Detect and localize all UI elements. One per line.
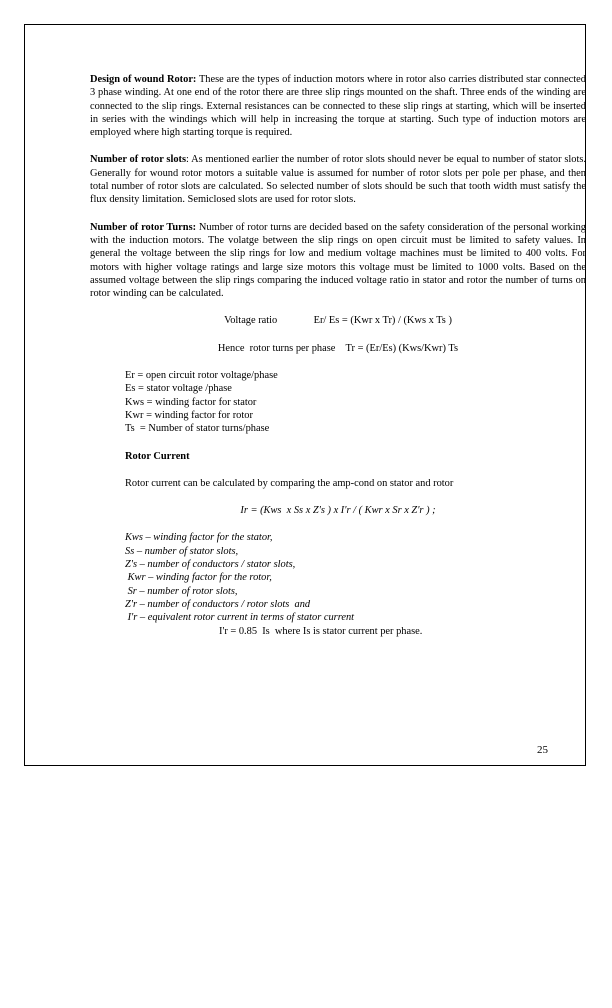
page-number: 25 xyxy=(537,744,548,756)
equation-rotor-turns: Hence rotor turns per phase Tr = (Er/Es) (Kws/Kwr) Ts xyxy=(217,342,459,354)
definition-item: Kwr = winding factor for rotor xyxy=(125,409,253,421)
heading-rotor-turns: Number of rotor Turns: xyxy=(90,221,197,233)
paragraph-rotor-turns xyxy=(90,221,586,301)
rotor-current-terms xyxy=(90,531,586,624)
rotor-current-formula: Ir = (Kws x Ss x Z's ) x I'r / ( Kwr x Sr x Z'r ) ; xyxy=(240,505,436,517)
term-item: Ss – number of stator slots, xyxy=(125,545,239,557)
heading-rotor-slots: Number of rotor slots xyxy=(90,154,187,166)
term-item: Z'r – number of conductors / rotor slots and xyxy=(125,598,311,610)
heading-rotor-current: Rotor Current xyxy=(125,450,190,462)
equation-voltage-ratio: Voltage ratio Er/ Es = (Kwr x Tr) / (Kws x Ts ) xyxy=(224,315,452,327)
page-content xyxy=(90,73,586,638)
text-rotor-turns: Number of rotor turns are decided based on the safety consideration of the personal working with the induction motors. The volatge between the slip rings on open circuit must be limited to safety values. In general the voltage between the slip rings for low and medium voltage machines must be limited to 400 volts. For motors with higher voltage ratings and large size motors this voltage must be limited to 1000 volts. Based on the assumed voltage between the slip rings comparing the induced voltage ratio in stator and rotor the number of turns on rotor winding can be calculated. xyxy=(90,221,586,300)
term-item: I'r – equivalent rotor current in terms of stator current xyxy=(125,612,355,624)
rotor-current-intro: Rotor current can be calculated by comparing the amp-cond on stator and rotor xyxy=(125,477,454,489)
text-rotor-slots: : As mentioned earlier the number of rotor slots should never be equal to number of stator slots. Generally for wound rotor motors a suitable value is assumed for number of rotor slots per pole per phase, and then total number of rotor slots are calculated. So selected number of slots should be such that tooth width must satisfy the flux density limitation. Semiclosed slots are used for rotor slots. xyxy=(90,154,586,206)
definition-item: Es = stator voltage /phase xyxy=(125,383,232,395)
definition-item: Er = open circuit rotor voltage/phase xyxy=(125,370,278,382)
text-wound-rotor: These are the types of induction motors where in rotor also carries distributed star connected 3 phase winding. At one end of the rotor there are three slip rings mounted on the shaft. Three ends of the winding are connected to the slip rings. External resistances can be connected to these slip rings at starting, which will be inserted in series with the windings which will help in increasing the torque at starting. Such type of induction motors are employed where high starting torque is required. xyxy=(90,74,586,139)
heading-wound-rotor: Design of wound Rotor: xyxy=(90,74,197,85)
paragraph-rotor-slots xyxy=(90,153,586,206)
definition-item: Kws = winding factor for stator xyxy=(125,396,257,408)
rotor-current-last-line: I'r = 0.85 Is where Is is stator current per phase. xyxy=(219,625,423,637)
term-item: Kwr – winding factor for the rotor, xyxy=(125,572,272,584)
term-item: Sr – number of rotor slots, xyxy=(125,585,238,597)
definitions-list xyxy=(90,369,586,435)
paragraph-wound-rotor xyxy=(90,73,586,139)
term-item: Z's – number of conductors / stator slots, xyxy=(125,559,296,571)
definition-item: Ts = Number of stator turns/phase xyxy=(125,423,270,435)
term-item: Kws – winding factor for the stator, xyxy=(125,532,273,544)
